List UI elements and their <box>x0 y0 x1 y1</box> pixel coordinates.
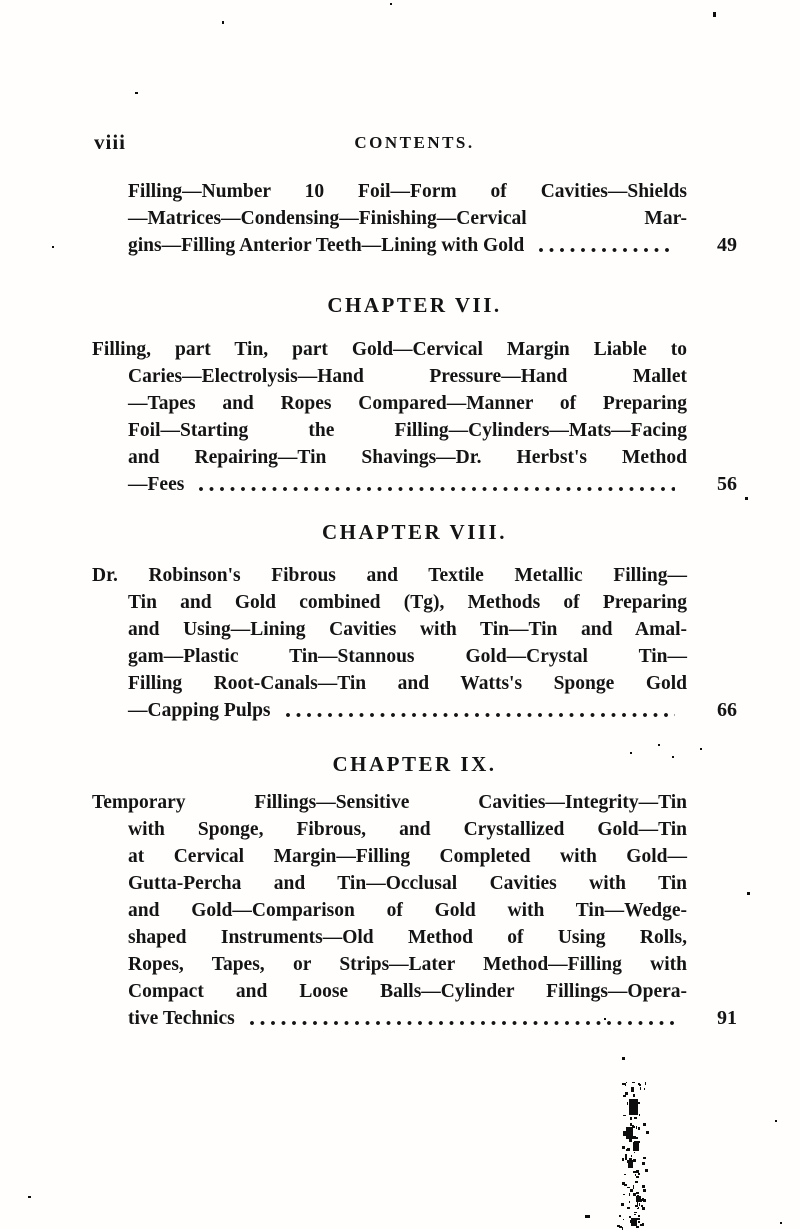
scan-speck <box>658 744 660 746</box>
scan-speck <box>643 1189 646 1192</box>
scan-speck <box>625 1083 626 1086</box>
toc-line: Caries—Electrolysis—Hand Pressure—Hand Mallet <box>128 366 687 387</box>
scan-speck <box>222 21 224 24</box>
scan-speck <box>775 1120 777 1122</box>
scan-speck <box>635 1174 636 1176</box>
toc-entry-text: —Capping Pulps <box>128 700 271 721</box>
toc-entry <box>92 789 737 1032</box>
scan-speck <box>638 1083 640 1085</box>
scan-speck <box>639 1084 641 1086</box>
scan-speck <box>637 1218 640 1220</box>
scan-speck <box>621 1203 624 1206</box>
scan-speck <box>623 1133 626 1136</box>
scan-speck <box>627 1207 630 1209</box>
scan-speck <box>626 1149 627 1151</box>
toc-entry-last-line <box>92 1005 737 1032</box>
scan-speck <box>629 1193 630 1196</box>
scan-speck <box>630 1123 632 1126</box>
scan-speck <box>638 1215 640 1217</box>
toc-entry <box>92 562 737 724</box>
scan-speck <box>630 1189 632 1191</box>
page-number: 49 <box>717 234 737 256</box>
scan-speck <box>631 1087 634 1090</box>
scan-speck <box>636 1196 641 1202</box>
scan-speck <box>635 1205 638 1207</box>
toc-line: Temporary Fillings—Sensitive Cavities—Integrity—Tin <box>92 792 687 813</box>
scan-speck <box>632 1126 635 1128</box>
scan-speck <box>626 1082 627 1083</box>
scan-speck <box>642 1223 644 1226</box>
scan-speck <box>638 1127 640 1130</box>
scan-speck <box>625 1154 627 1157</box>
scan-speck <box>629 1166 631 1168</box>
toc-line: Ropes, Tapes, or Strips—Later Method—Filling with <box>128 954 687 975</box>
chapter-heading: CHAPTER VII. <box>327 293 502 317</box>
toc-entry <box>92 178 737 259</box>
scan-speck <box>639 1114 640 1116</box>
scan-speck <box>629 1099 638 1115</box>
dot-leader <box>280 697 675 724</box>
scan-speck <box>630 1117 632 1120</box>
scan-speck <box>636 1137 638 1139</box>
page-header <box>92 130 737 156</box>
scan-speck <box>629 1216 631 1218</box>
scan-speck <box>642 1185 645 1188</box>
scan-speck <box>628 1160 630 1163</box>
scan-speck <box>642 1162 645 1165</box>
page-number: 91 <box>717 1007 737 1029</box>
scan-speck <box>617 1225 620 1227</box>
scan-speck <box>642 1162 645 1163</box>
scan-speck <box>630 1220 633 1223</box>
scan-speck <box>632 1108 634 1110</box>
toc-entry-text: tive Technics <box>128 1008 235 1029</box>
scan-speck <box>634 1141 637 1144</box>
scan-speck <box>713 12 716 17</box>
scan-speck <box>635 1181 638 1183</box>
scan-speck <box>622 1083 625 1085</box>
scan-speck <box>630 1189 633 1192</box>
toc-entry-text: —Fees <box>128 474 185 495</box>
scan-speck <box>623 1219 624 1220</box>
scan-speck <box>623 1115 626 1116</box>
toc-line: —Matrices—Condensing—Finishing—Cervical Mar- <box>128 208 687 229</box>
scan-speck <box>585 1215 590 1218</box>
scan-speck <box>625 1157 627 1160</box>
page-number: 56 <box>717 473 737 495</box>
scan-speck <box>633 1136 636 1139</box>
dot-leader <box>193 471 675 498</box>
scan-speck <box>631 1090 634 1092</box>
scan-speck <box>135 92 138 94</box>
scan-speck <box>631 1220 634 1221</box>
scan-speck <box>632 1082 635 1083</box>
scan-speck <box>636 1226 639 1228</box>
toc-line: with Sponge, Fibrous, and Crystallized Gold—Tin <box>128 819 687 840</box>
scan-speck <box>637 1208 638 1209</box>
scan-speck <box>633 1185 634 1187</box>
scan-speck <box>639 1203 640 1206</box>
scan-speck <box>625 1092 628 1095</box>
scan-speck <box>627 1187 630 1188</box>
scan-speck <box>627 1102 628 1105</box>
scan-speck <box>619 1215 621 1217</box>
scan-speck <box>622 1182 625 1185</box>
scan-speck <box>637 1195 639 1198</box>
scan-speck <box>632 1125 634 1128</box>
toc-line: Filling—Number 10 Foil—Form of Cavities—Shields <box>128 181 687 202</box>
scan-speck <box>629 1139 632 1142</box>
scan-speck <box>646 1131 649 1134</box>
scan-speck <box>638 1173 640 1175</box>
folio-number: viii <box>94 130 127 154</box>
scan-speck <box>627 1148 630 1151</box>
scan-speck <box>634 1110 635 1111</box>
scan-speck <box>619 1226 622 1228</box>
scan-speck <box>622 1146 625 1149</box>
scan-speck <box>636 1176 639 1178</box>
toc-entry-last-line <box>92 232 737 259</box>
scan-speck <box>747 892 750 895</box>
toc-line: and Using—Lining Cavities with Tin—Tin and Amal- <box>128 619 687 640</box>
scan-speck <box>636 1170 639 1173</box>
scan-speck <box>638 1207 639 1209</box>
scan-speck <box>629 1201 630 1203</box>
scan-speck <box>634 1214 636 1215</box>
scan-speck <box>633 1159 636 1162</box>
scan-speck <box>626 1127 633 1139</box>
scan-speck <box>633 1142 639 1151</box>
scan-speck <box>632 1160 635 1162</box>
scan-speck <box>780 1222 782 1224</box>
scan-speck <box>622 1158 624 1161</box>
toc-line: Compact and Loose Balls—Cylinder Fillings—Opera- <box>128 981 687 1002</box>
scan-speck <box>629 1158 632 1160</box>
scan-speck <box>623 1194 625 1195</box>
scan-speck <box>633 1088 634 1090</box>
toc-line: Filling, part Tin, part Gold—Cervical Margin Liable to <box>92 339 687 360</box>
scan-speck <box>623 1131 626 1134</box>
toc-line: Foil—Starting the Filling—Cylinders—Mats—Facing <box>128 420 687 441</box>
scan-speck <box>644 1088 645 1090</box>
scan-speck <box>633 1171 636 1173</box>
scan-speck <box>627 1160 629 1163</box>
scan-speck <box>636 1126 637 1129</box>
scan-speck <box>643 1123 646 1126</box>
scan-speck <box>640 1087 641 1090</box>
toc-line: and Repairing—Tin Shavings—Dr. Herbst's Method <box>128 447 687 468</box>
scan-speck <box>633 1094 635 1097</box>
toc-line: gam—Plastic Tin—Stannous Gold—Crystal Tin— <box>128 646 687 667</box>
page-number: 66 <box>717 699 737 721</box>
scan-speck <box>52 246 54 248</box>
scan-speck <box>632 1107 635 1109</box>
toc-entry-text: gins—Filling Anterior Teeth—Lining with Gold <box>128 235 525 256</box>
scan-speck <box>634 1117 637 1119</box>
toc-line: Tin and Gold combined (Tg), Methods of Preparing <box>128 592 687 613</box>
scan-speck <box>633 1105 635 1107</box>
scan-speck <box>637 1141 640 1143</box>
scan-speck <box>642 1207 645 1210</box>
dot-leader <box>244 1005 675 1032</box>
scan-speck <box>632 1225 633 1226</box>
toc-entry <box>92 336 737 498</box>
toc-line: and Gold—Comparison of Gold with Tin—Wedge- <box>128 900 687 921</box>
scan-speck <box>643 1157 646 1159</box>
scan-speck <box>633 1187 634 1189</box>
scan-speck <box>637 1102 640 1104</box>
scan-speck <box>636 1192 639 1194</box>
toc-line: —Tapes and Ropes Compared—Manner of Preparing <box>128 393 687 414</box>
chapter-heading: CHAPTER VIII. <box>322 520 507 544</box>
toc-line: Filling Root-Canals—Tin and Watts's Sponge Gold <box>128 673 687 694</box>
scan-speck <box>745 497 748 500</box>
scan-speck <box>633 1193 635 1195</box>
scan-speck <box>624 1174 626 1175</box>
scan-speck <box>645 1169 648 1172</box>
scan-speck <box>631 1155 632 1157</box>
scan-speck <box>633 1193 636 1196</box>
scan-speck <box>640 1199 642 1202</box>
scan-speck <box>634 1152 635 1153</box>
scan-speck <box>624 1184 627 1186</box>
scan-speck <box>622 1057 625 1060</box>
running-head: CONTENTS. <box>354 133 475 152</box>
scan-speck <box>634 1212 637 1213</box>
scan-speck <box>640 1224 642 1226</box>
toc-line: shaped Instruments—Old Method of Using Rolls, <box>128 927 687 948</box>
scan-speck <box>642 1198 644 1201</box>
toc-line: at Cervical Margin—Filling Completed with Gold— <box>128 846 687 867</box>
scan-speck <box>700 748 702 750</box>
scan-speck <box>641 1205 643 1207</box>
scan-speck <box>630 1107 632 1108</box>
scan-speck <box>645 1082 646 1085</box>
scan-speck <box>623 1095 626 1097</box>
scan-speck <box>637 1202 638 1205</box>
scan-speck <box>628 1160 633 1168</box>
scan-speck <box>643 1199 646 1202</box>
scan-speck <box>631 1218 637 1226</box>
scan-speck <box>28 1196 31 1198</box>
toc-line: Gutta-Percha and Tin—Occlusal Cavities with Tin <box>128 873 687 894</box>
toc-line: Dr. Robinson's Fibrous and Textile Metallic Filling— <box>92 565 687 586</box>
toc-entry-last-line <box>92 471 737 498</box>
scan-speck <box>638 1221 640 1223</box>
dot-leader <box>533 232 675 259</box>
toc-entry-last-line <box>92 697 737 724</box>
scan-speck <box>390 3 392 5</box>
chapter-heading: CHAPTER IX. <box>332 752 497 776</box>
